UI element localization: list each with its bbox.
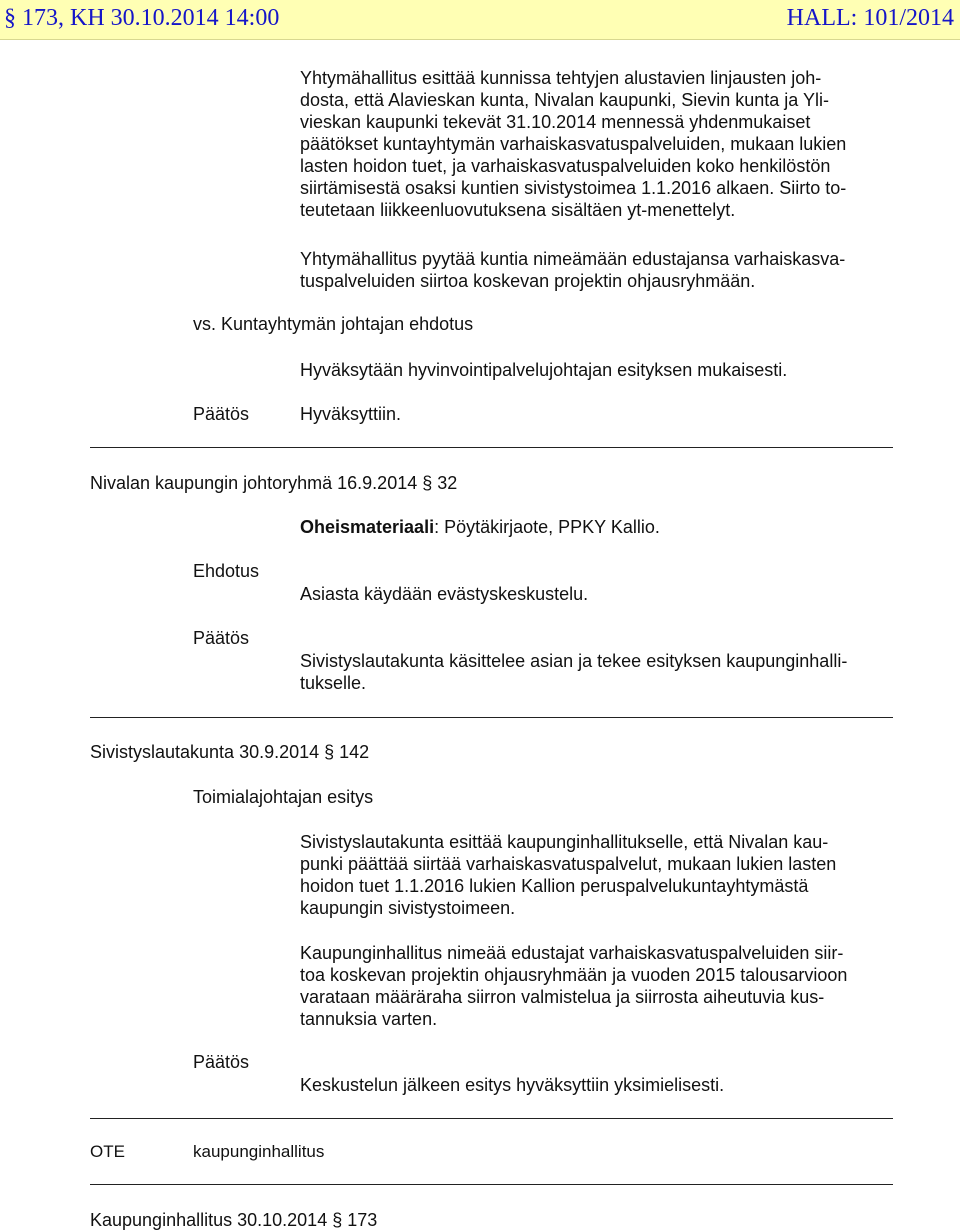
text-line: Kaupunginhallitus nimeää edustajat varhaiskasvatuspalveluiden siir- bbox=[300, 943, 844, 963]
kaupunginhallitus-heading: Kaupunginhallitus 30.10.2014 § 173 bbox=[90, 1210, 378, 1230]
sivistyslautakunta-heading: Sivistyslautakunta 30.9.2014 § 142 bbox=[90, 742, 370, 762]
text-line: punki päättää siirtää varhaiskasvatuspalvelut, mukaan lukien lasten bbox=[300, 854, 837, 874]
text-line: dosta, että Alavieskan kunta, Nivalan kaupunki, Sievin kunta ja Yli- bbox=[300, 90, 829, 110]
kaupunginhallitus-appoint-paragraph bbox=[300, 942, 847, 1030]
page-header bbox=[0, 0, 960, 40]
paatos-text: Keskustelun jälkeen esitys hyväksyttiin yksimielisesti. bbox=[300, 1075, 725, 1095]
text-line: lasten hoidon tuet, ja varhaiskasvatuspalveluiden koko henkilöstön bbox=[300, 156, 831, 176]
text-line: hoidon tuet 1.1.2016 lukien Kallion peruspalvelukuntayhtymästä bbox=[300, 876, 809, 896]
text-line: tukselle. bbox=[300, 673, 367, 693]
text-line: Yhtymähallitus esittää kunnissa tehtyjen alustavien linjausten joh- bbox=[300, 68, 822, 88]
text-line: toa koskevan projektin ohjausryhmään ja vuoden 2015 talousarvioon bbox=[300, 965, 848, 985]
paatos-label: Päätös bbox=[193, 628, 250, 648]
toimialajohtajan-esitys-heading: Toimialajohtajan esitys bbox=[193, 787, 374, 807]
text-line: kaupungin sivistystoimeen. bbox=[300, 898, 516, 918]
section-divider bbox=[90, 447, 893, 448]
text-line: päätökset kuntayhtymän varhaiskasvatuspalveluiden, mukaan lukien bbox=[300, 134, 847, 154]
paatos-text: Hyväksyttiin. bbox=[300, 404, 402, 424]
paatos-label: Päätös bbox=[193, 404, 250, 424]
yhtymahallitus-proposal-paragraph bbox=[300, 67, 846, 221]
text-line: siirtämisestä osaksi kuntien sivistystoimea 1.1.2016 alkaen. Siirto to- bbox=[300, 178, 847, 198]
header-document-number: HALL: 101/2014 bbox=[786, 5, 954, 31]
sivistyslautakunta-proposal-paragraph bbox=[300, 831, 836, 919]
text-line: tannuksia varten. bbox=[300, 1009, 438, 1029]
header-section-reference: § 173, KH 30.10.2014 14:00 bbox=[4, 5, 280, 31]
ehdotus-label: Ehdotus bbox=[193, 561, 260, 581]
section-divider bbox=[90, 717, 893, 718]
johtoryhma-heading: Nivalan kaupungin johtoryhmä 16.9.2014 § 32 bbox=[90, 473, 458, 493]
text-line: Sivistyslautakunta esittää kaupunginhallitukselle, että Nivalan kau- bbox=[300, 832, 829, 852]
oheismateriaali-label: Oheismateriaali bbox=[300, 517, 435, 537]
oheismateriaali-line bbox=[300, 516, 660, 538]
oheismateriaali-value: : Pöytäkirjaote, PPKY Kallio. bbox=[434, 517, 660, 537]
ote-recipient: kaupunginhallitus bbox=[193, 1142, 325, 1161]
ehdotus-text: Asiasta käydään evästyskeskustelu. bbox=[300, 584, 589, 604]
text-line: vieskan kaupunki tekevät 31.10.2014 mennessä yhdenmukaiset bbox=[300, 112, 811, 132]
paatos-text bbox=[300, 650, 847, 694]
text-line: Sivistyslautakunta käsittelee asian ja tekee esityksen kaupunginhalli- bbox=[300, 651, 848, 671]
text-line: Yhtymähallitus pyytää kuntia nimeämään edustajansa varhaiskasva- bbox=[300, 249, 846, 269]
section-divider bbox=[90, 1184, 893, 1185]
section-divider bbox=[90, 1118, 893, 1119]
ote-label: OTE bbox=[90, 1142, 125, 1161]
yhtymahallitus-request-paragraph bbox=[300, 248, 845, 292]
vs-proposal-heading: vs. Kuntayhtymän johtajan ehdotus bbox=[193, 314, 474, 334]
vs-proposal-text: Hyväksytään hyvinvointipalvelujohtajan esityksen mukaisesti. bbox=[300, 360, 788, 380]
text-line: varataan määräraha siirron valmistelua ja siirrosta aiheutuvia kus- bbox=[300, 987, 825, 1007]
paatos-label: Päätös bbox=[193, 1052, 250, 1072]
text-line: teutetaan liikkeenluovutuksena sisältäen yt-menettelyt. bbox=[300, 200, 736, 220]
text-line: tuspalveluiden siirtoa koskevan projektin ohjausryhmään. bbox=[300, 271, 756, 291]
